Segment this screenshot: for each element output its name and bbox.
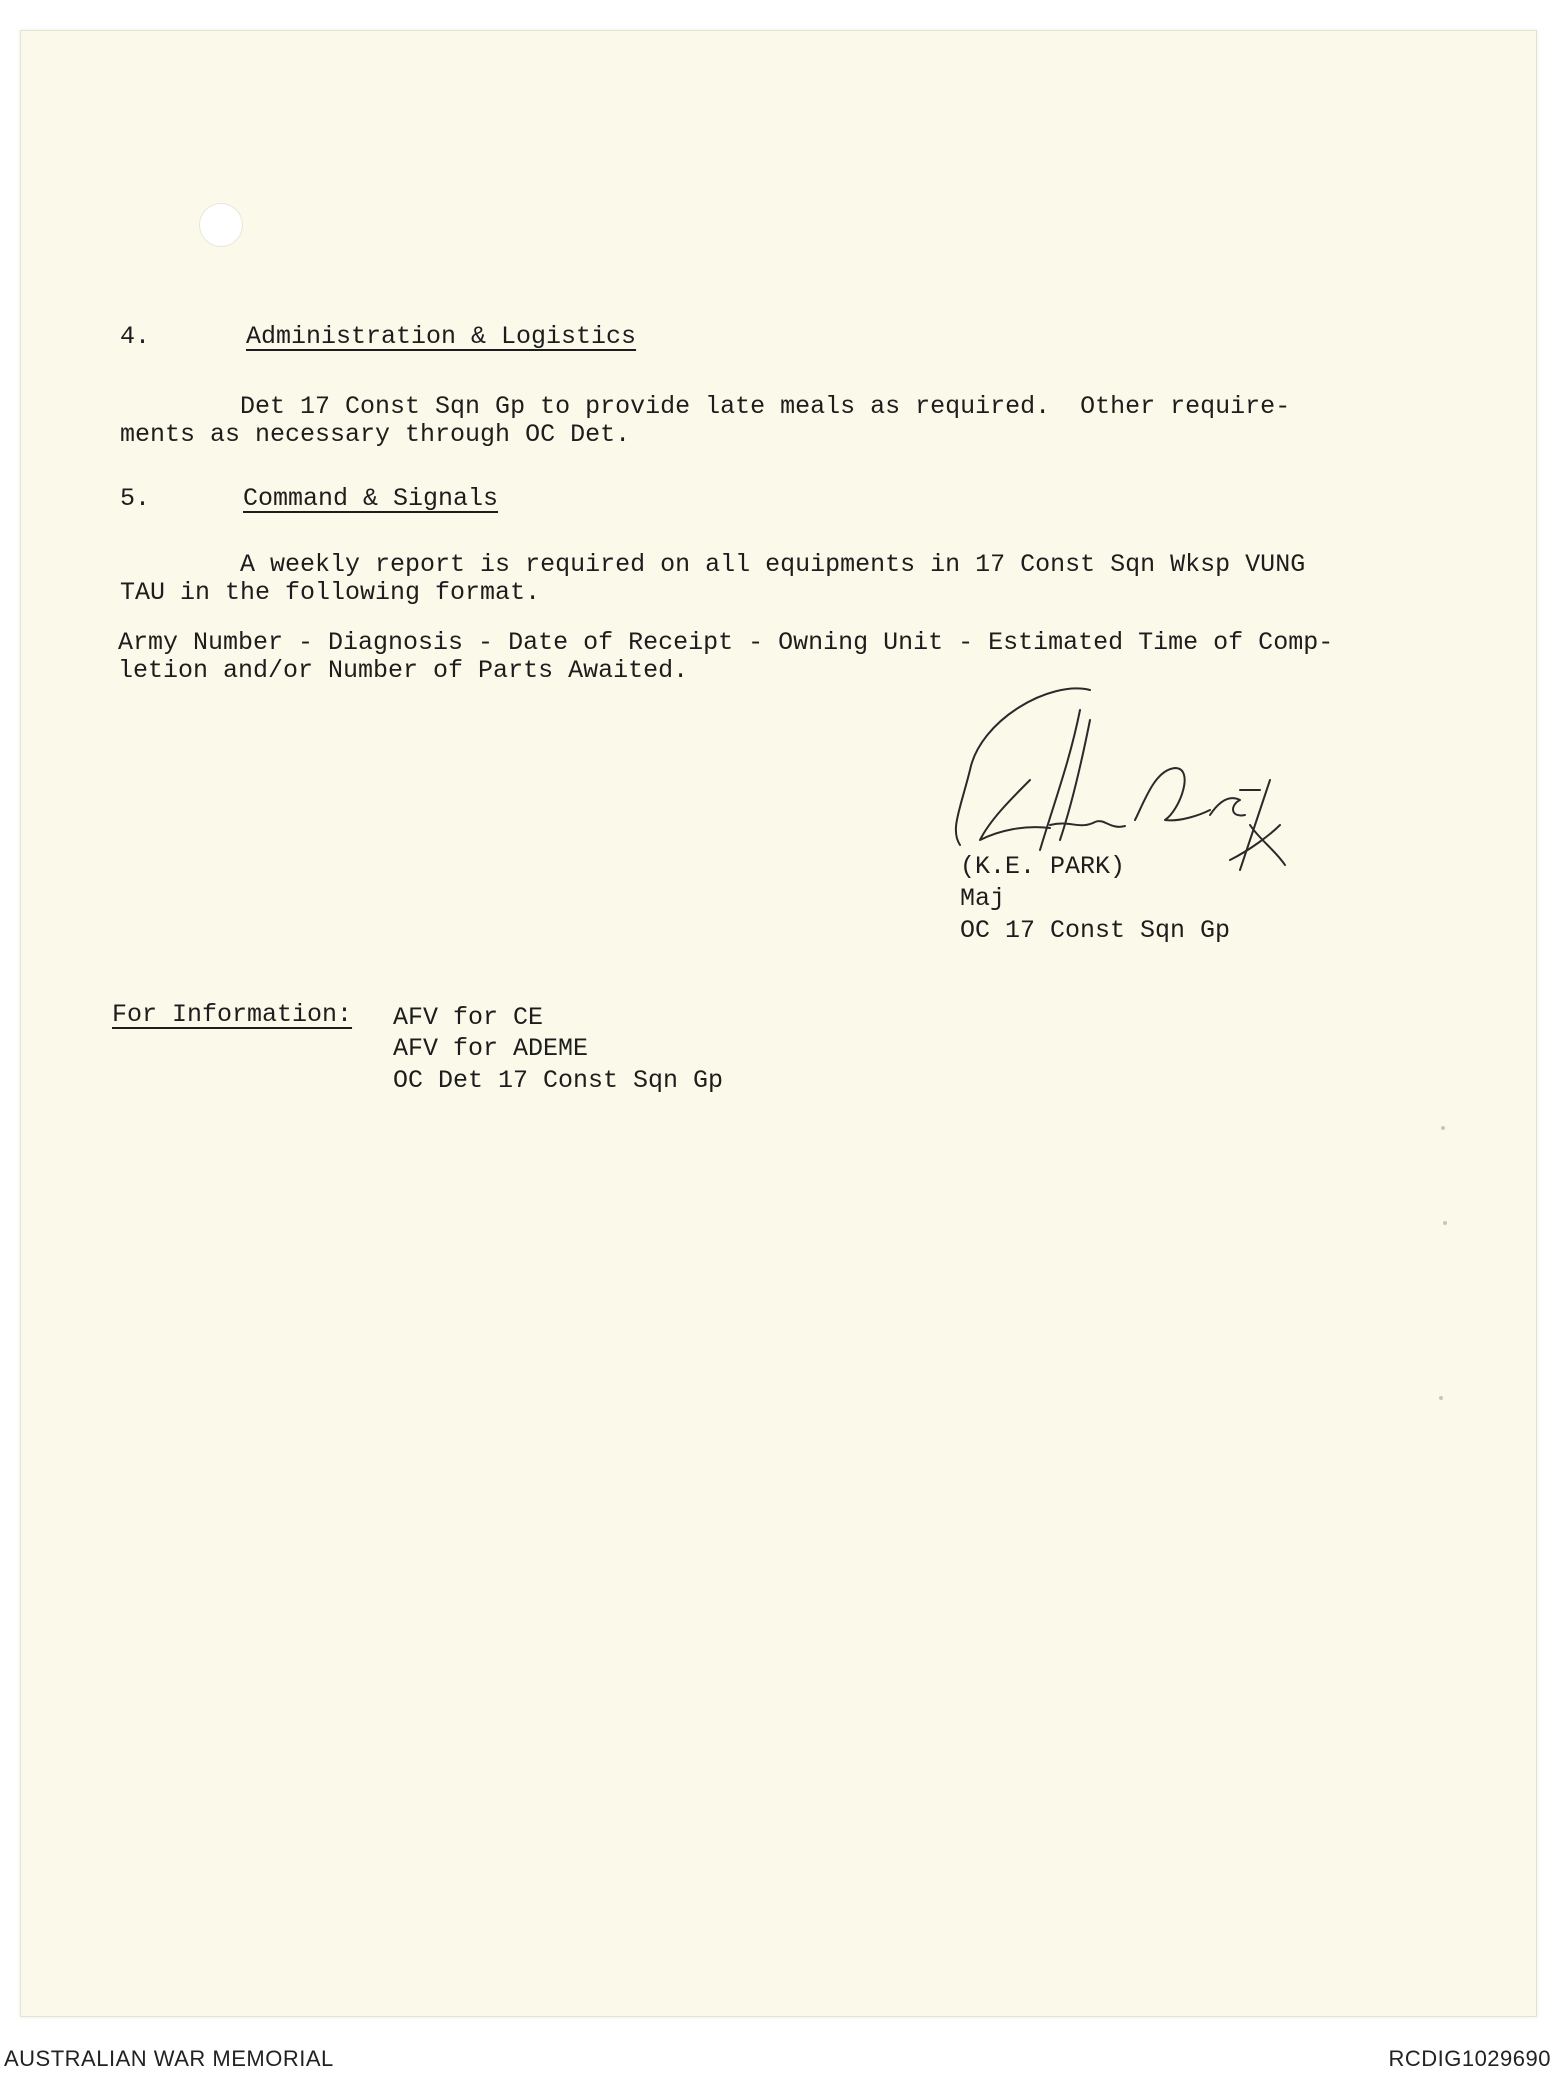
- distribution-recipient-1: AFV for CE: [393, 1003, 544, 1032]
- section-5-heading: Command & Signals: [243, 484, 499, 513]
- section-4-number: 4.: [120, 322, 151, 351]
- paper-speck: [1439, 1396, 1443, 1400]
- format-line-1: Army Number - Diagnosis - Date of Receipt - Owning Unit - Estimated Time of Comp-: [118, 628, 1334, 657]
- section-4-heading: Administration & Logistics: [246, 322, 637, 351]
- section-5-body-line-2: TAU in the following format.: [120, 578, 541, 607]
- section-5-body-line-1: A weekly report is required on all equipments in 17 Const Sqn Wksp VUNG: [120, 550, 1306, 579]
- distribution-label: For Information:: [112, 1000, 353, 1029]
- format-line-2: letion and/or Number of Parts Awaited.: [118, 656, 689, 685]
- distribution-recipient-2: AFV for ADEME: [393, 1034, 589, 1063]
- footer-record-id: RCDIG1029690: [1388, 2046, 1551, 2071]
- paper-speck: [1441, 1126, 1445, 1130]
- signatory-rank: Maj: [960, 884, 1006, 913]
- distribution-recipient-3: OC Det 17 Const Sqn Gp: [393, 1066, 724, 1095]
- footer-archive-name: AUSTRALIAN WAR MEMORIAL: [4, 2046, 334, 2071]
- punch-hole: [199, 203, 243, 247]
- paper-speck: [1443, 1221, 1447, 1225]
- section-5-number: 5.: [120, 484, 151, 513]
- section-4-body-line-2: ments as necessary through OC Det.: [120, 420, 631, 449]
- signatory-appointment: OC 17 Const Sqn Gp: [960, 916, 1231, 945]
- section-4-body-line-1: Det 17 Const Sqn Gp to provide late meals as required. Other require-: [120, 392, 1291, 421]
- signatory-name: (K.E. PARK): [960, 852, 1126, 881]
